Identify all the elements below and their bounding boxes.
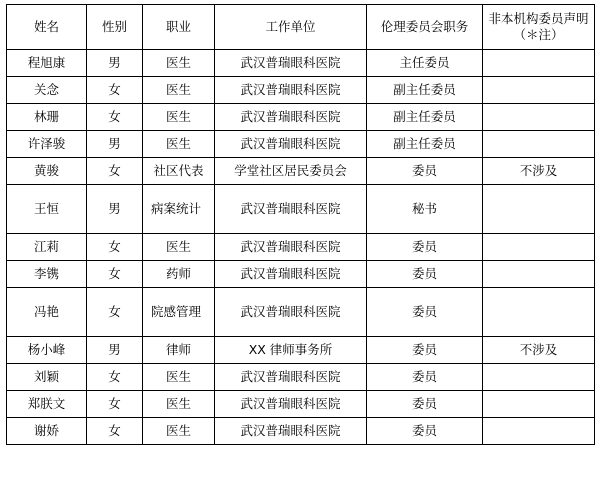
table-row xyxy=(7,50,595,77)
cell-job: 医生 xyxy=(143,77,215,104)
column-header-gender-label: 性别 xyxy=(101,19,127,35)
cell-name: 冯艳 xyxy=(7,288,87,337)
cell-name: 黄骏 xyxy=(7,158,87,185)
cell-name: 郑朕文 xyxy=(7,391,87,418)
cell-gender: 女 xyxy=(87,158,143,185)
column-header-role-label: 伦理委员会职务 xyxy=(380,19,469,35)
cell-role: 委员 xyxy=(367,234,483,261)
cell-job: 医生 xyxy=(143,50,215,77)
cell-org: XX 律师事务所 xyxy=(215,337,367,364)
cell-org: 武汉普瑞眼科医院 xyxy=(215,234,367,261)
cell-org: 武汉普瑞眼科医院 xyxy=(215,391,367,418)
cell-gender: 女 xyxy=(87,261,143,288)
cell-role: 副主任委员 xyxy=(367,131,483,158)
cell-org: 武汉普瑞眼科医院 xyxy=(215,418,367,445)
cell-job: 医生 xyxy=(143,418,215,445)
cell-declaration xyxy=(483,391,595,418)
cell-declaration xyxy=(483,288,595,337)
table-header-row xyxy=(7,5,595,50)
column-header-declaration xyxy=(483,5,595,50)
cell-name: 程旭康 xyxy=(7,50,87,77)
cell-gender: 男 xyxy=(87,337,143,364)
column-header-org-label: 工作单位 xyxy=(265,19,316,35)
cell-declaration: 不涉及 xyxy=(483,337,595,364)
cell-gender: 男 xyxy=(87,185,143,234)
ethics-committee-sheet xyxy=(6,4,594,445)
cell-declaration xyxy=(483,364,595,391)
table-row xyxy=(7,185,595,234)
cell-job: 律师 xyxy=(143,337,215,364)
table-row xyxy=(7,337,595,364)
cell-job: 医生 xyxy=(143,131,215,158)
cell-declaration xyxy=(483,131,595,158)
cell-role: 委员 xyxy=(367,288,483,337)
table-row xyxy=(7,418,595,445)
column-header-name xyxy=(7,5,87,50)
cell-org: 武汉普瑞眼科医院 xyxy=(215,131,367,158)
column-header-org xyxy=(215,5,367,50)
cell-gender: 男 xyxy=(87,131,143,158)
cell-role: 委员 xyxy=(367,158,483,185)
cell-name: 王恒 xyxy=(7,185,87,234)
cell-gender: 男 xyxy=(87,50,143,77)
column-header-job xyxy=(143,5,215,50)
table-row xyxy=(7,131,595,158)
table-row xyxy=(7,364,595,391)
column-header-role xyxy=(367,5,483,50)
cell-gender: 女 xyxy=(87,364,143,391)
cell-role: 委员 xyxy=(367,391,483,418)
table-row xyxy=(7,104,595,131)
table-row xyxy=(7,391,595,418)
cell-org: 武汉普瑞眼科医院 xyxy=(215,364,367,391)
cell-role: 副主任委员 xyxy=(367,104,483,131)
cell-declaration xyxy=(483,104,595,131)
cell-job: 医生 xyxy=(143,391,215,418)
table-row xyxy=(7,261,595,288)
cell-gender: 女 xyxy=(87,418,143,445)
cell-org: 武汉普瑞眼科医院 xyxy=(215,104,367,131)
ethics-committee-table xyxy=(6,4,595,445)
cell-name: 林珊 xyxy=(7,104,87,131)
cell-role: 主任委员 xyxy=(367,50,483,77)
table-row xyxy=(7,158,595,185)
cell-declaration xyxy=(483,50,595,77)
cell-gender: 女 xyxy=(87,391,143,418)
cell-org: 武汉普瑞眼科医院 xyxy=(215,261,367,288)
cell-declaration xyxy=(483,418,595,445)
cell-name: 谢娇 xyxy=(7,418,87,445)
cell-job: 院感管理 xyxy=(143,288,215,337)
column-header-gender xyxy=(87,5,143,50)
cell-role: 委员 xyxy=(367,337,483,364)
table-row xyxy=(7,234,595,261)
cell-gender: 女 xyxy=(87,288,143,337)
cell-gender: 女 xyxy=(87,104,143,131)
cell-job: 医生 xyxy=(143,234,215,261)
cell-job: 医生 xyxy=(143,364,215,391)
column-header-name-label: 姓名 xyxy=(33,19,59,35)
cell-name: 刘颖 xyxy=(7,364,87,391)
cell-org: 学堂社区居民委员会 xyxy=(215,158,367,185)
cell-org: 武汉普瑞眼科医院 xyxy=(215,50,367,77)
cell-declaration xyxy=(483,261,595,288)
cell-declaration: 不涉及 xyxy=(483,158,595,185)
cell-declaration xyxy=(483,77,595,104)
cell-gender: 女 xyxy=(87,234,143,261)
cell-name: 江莉 xyxy=(7,234,87,261)
cell-org: 武汉普瑞眼科医院 xyxy=(215,288,367,337)
column-header-job-label: 职业 xyxy=(165,19,191,35)
cell-role: 秘书 xyxy=(367,185,483,234)
cell-name: 许泽骏 xyxy=(7,131,87,158)
cell-declaration xyxy=(483,185,595,234)
cell-role: 委员 xyxy=(367,261,483,288)
cell-role: 副主任委员 xyxy=(367,77,483,104)
cell-org: 武汉普瑞眼科医院 xyxy=(215,185,367,234)
table-row xyxy=(7,77,595,104)
table-row xyxy=(7,288,595,337)
cell-name: 关念 xyxy=(7,77,87,104)
cell-role: 委员 xyxy=(367,364,483,391)
cell-job: 病案统计 xyxy=(143,185,215,234)
cell-name: 杨小峰 xyxy=(7,337,87,364)
cell-org: 武汉普瑞眼科医院 xyxy=(215,77,367,104)
cell-job: 社区代表 xyxy=(143,158,215,185)
cell-job: 药师 xyxy=(143,261,215,288)
cell-role: 委员 xyxy=(367,418,483,445)
cell-declaration xyxy=(483,234,595,261)
column-header-declaration-label: 非本机构委员声明（＊注） xyxy=(488,11,589,42)
cell-name: 李镌 xyxy=(7,261,87,288)
cell-gender: 女 xyxy=(87,77,143,104)
cell-job: 医生 xyxy=(143,104,215,131)
